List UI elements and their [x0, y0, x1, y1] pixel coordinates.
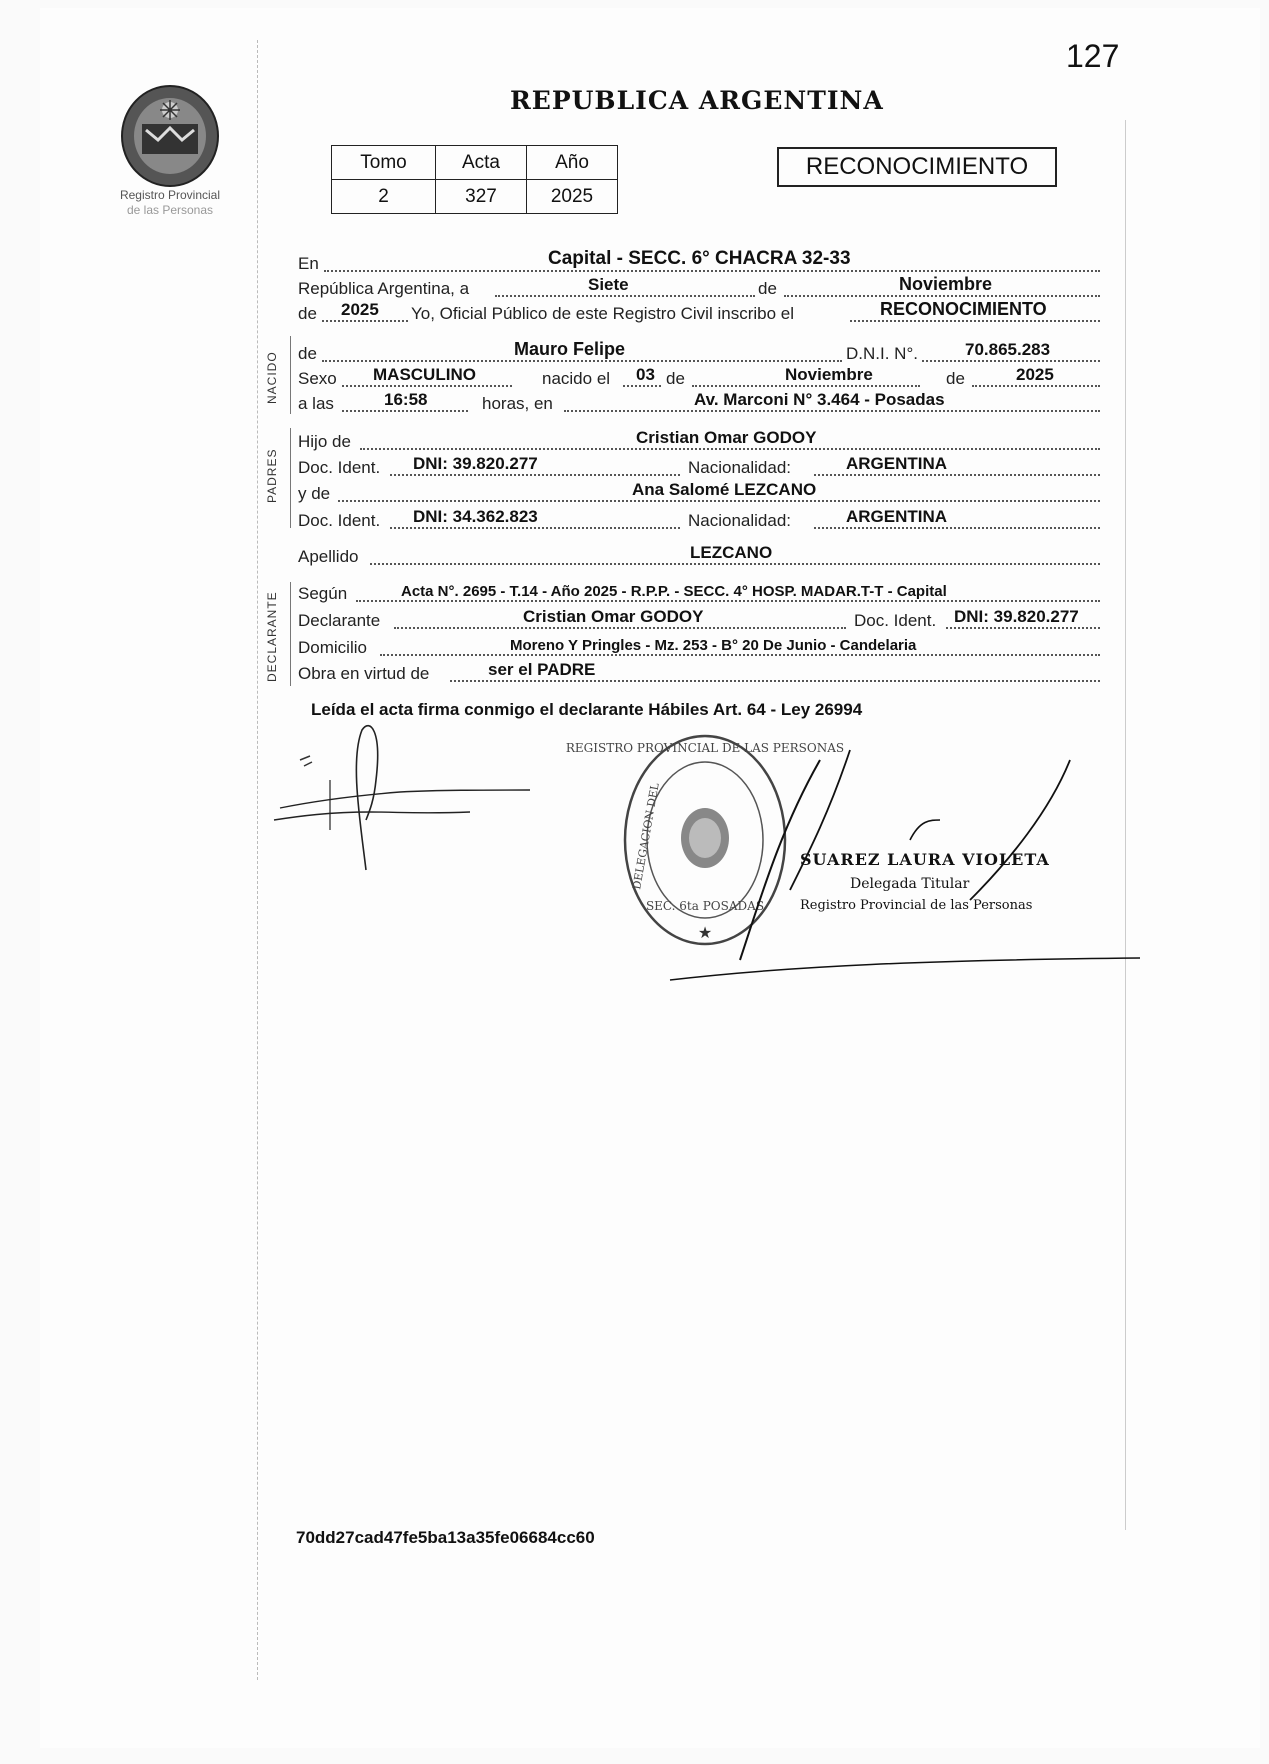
en-label: En	[298, 254, 319, 273]
dotted-line	[946, 627, 1100, 629]
dotted-line	[380, 654, 1100, 656]
dotted-line	[322, 320, 408, 322]
logo-caption-line1: Registro Provincial	[119, 188, 221, 202]
page-number: 127	[1066, 38, 1120, 74]
de-label: de	[298, 344, 317, 363]
child-name-value: Mauro Felipe	[514, 339, 626, 359]
father-doc-value: DNI: 39.820.277	[413, 454, 538, 473]
dotted-line	[394, 627, 846, 629]
official-office: Registro Provincial de las Personas	[800, 898, 1033, 913]
doc-ident-label: Doc. Ident.	[298, 511, 381, 530]
stamp-bottom-text: SEC. 6ta POSADAS	[645, 899, 765, 913]
time-value: 16:58	[384, 390, 428, 409]
dotted-line	[972, 385, 1100, 387]
declarante-doc-value: DNI: 39.820.277	[954, 607, 1079, 626]
dotted-line	[784, 295, 1100, 297]
act-value: RECONOCIMIENTO	[880, 299, 1047, 319]
row-y-de	[298, 482, 1100, 506]
month-value: Noviembre	[899, 274, 993, 294]
registry-table	[331, 145, 618, 214]
stamp-star-icon: ★	[697, 925, 713, 942]
domicilio-label: Domicilio	[298, 638, 367, 657]
declarante-label: Declarante	[298, 611, 381, 630]
registry-table-header-row	[332, 146, 618, 180]
row-oficial	[298, 299, 1100, 326]
row-declarante	[298, 609, 1100, 633]
row-obra	[298, 662, 1100, 686]
a-las-label: a las	[298, 394, 334, 413]
day-value: Siete	[588, 275, 629, 294]
acta-value: 327	[436, 180, 527, 214]
row-hora-lugar	[298, 392, 1100, 416]
dotted-line	[850, 320, 1100, 322]
stamp-left-text: DELEGACION DEL	[630, 781, 662, 891]
oficial-text: Yo, Oficial Público de este Registro Civil inscribo el	[411, 304, 794, 323]
row-nacido-name	[298, 339, 1100, 366]
obra-label: Obra en virtud de	[298, 664, 430, 683]
declarante-value: Cristian Omar GODOY	[523, 607, 704, 626]
dotted-line	[322, 360, 842, 362]
dni-label: D.N.I. N°.	[846, 344, 918, 363]
side-label-padres: PADRES	[265, 448, 279, 503]
y-de-label: y de	[298, 484, 331, 503]
anio-value: 2025	[527, 180, 618, 214]
dotted-line	[338, 500, 1100, 502]
mother-name-value: Ana Salomé LEZCANO	[632, 480, 817, 499]
doc-ident-label: Doc. Ident.	[854, 611, 937, 630]
dotted-line	[356, 600, 1100, 602]
en-value: Capital - SECC. 6° CHACRA 32-33	[548, 248, 851, 269]
page-title: REPUBLICA ARGENTINA	[510, 86, 884, 115]
declarant-signature	[270, 720, 550, 900]
official-role: Delegada Titular	[850, 876, 970, 892]
de-label: de	[298, 304, 317, 323]
tomo-header: Tomo	[332, 146, 436, 180]
acta-header: Acta	[436, 146, 527, 180]
dotted-line	[390, 527, 680, 529]
dotted-line	[495, 295, 755, 297]
official-signature	[670, 740, 1150, 1000]
segun-label: Según	[298, 584, 348, 603]
dotted-line	[450, 680, 1100, 682]
birth-month-value: Noviembre	[785, 365, 873, 384]
section-bar-padres	[290, 428, 291, 528]
registry-table-value-row	[332, 180, 618, 214]
birth-day-value: 03	[636, 365, 655, 384]
dotted-line	[324, 270, 1100, 272]
footer-statement: Leída el acta firma conmigo el declarante Hábiles Art. 64 - Ley 26994	[311, 700, 863, 719]
section-bar-nacido	[290, 336, 291, 414]
horas-en-label: horas, en	[482, 394, 553, 413]
row-apellido	[298, 545, 1100, 569]
side-label-nacido: NACIDO	[265, 351, 279, 404]
obra-value: ser el PADRE	[488, 660, 596, 679]
sexo-label: Sexo	[298, 369, 337, 388]
year-value: 2025	[341, 300, 379, 319]
tomo-value: 2	[332, 180, 436, 214]
row-domicilio	[298, 636, 1100, 660]
dotted-line	[370, 563, 1100, 565]
document-type-box: RECONOCIMIENTO	[777, 147, 1057, 187]
dotted-line	[623, 385, 661, 387]
logo-caption-line2: de las Personas	[126, 203, 214, 217]
mother-nationality-value: ARGENTINA	[846, 507, 948, 526]
domicilio-value: Moreno Y Pringles - Mz. 253 - B° 20 De Junio - Candelaria	[510, 637, 917, 654]
row-mother-doc	[298, 509, 1100, 533]
section-bar-declarante	[290, 582, 291, 686]
row-republica	[298, 274, 1100, 301]
dotted-line	[922, 360, 1100, 362]
mother-doc-value: DNI: 34.362.823	[413, 507, 538, 526]
side-label-declarante: DECLARANTE	[265, 591, 279, 682]
row-hijo-de	[298, 430, 1100, 454]
republica-label: República Argentina, a	[298, 279, 470, 298]
segun-value: Acta N°. 2695 - T.14 - Año 2025 - R.P.P. - SECC. 4° HOSP. MADAR.T-T - Capital	[401, 583, 947, 600]
sexo-value: MASCULINO	[373, 365, 476, 384]
dotted-line	[692, 385, 920, 387]
birth-year-value: 2025	[1016, 365, 1054, 384]
dotted-line	[814, 527, 1100, 529]
child-dni-value: 70.865.283	[965, 340, 1051, 359]
dotted-line	[342, 410, 468, 412]
document-hash: 70dd27cad47fe5ba13a35fe06684cc60	[296, 1528, 595, 1547]
apellido-value: LEZCANO	[690, 543, 773, 562]
dotted-line	[342, 385, 512, 387]
nacido-el-label: nacido el	[542, 369, 611, 388]
dotted-line	[814, 474, 1100, 476]
seal-emblem-icon	[118, 80, 222, 188]
nacionalidad-label: Nacionalidad:	[688, 511, 792, 530]
row-sexo	[298, 367, 1100, 391]
stamp-ring-text: REGISTRO PROVINCIAL DE LAS PERSONAS	[565, 741, 845, 755]
de-label: de	[758, 279, 777, 298]
de-label: de	[666, 369, 685, 388]
dotted-line	[564, 410, 1100, 412]
row-segun	[298, 582, 1100, 606]
father-name-value: Cristian Omar GODOY	[636, 428, 817, 447]
doc-ident-label: Doc. Ident.	[298, 458, 381, 477]
margin-line	[257, 40, 258, 1680]
birth-place-value: Av. Marconi N° 3.464 - Posadas	[694, 390, 945, 409]
anio-header: Año	[527, 146, 618, 180]
apellido-label: Apellido	[298, 547, 359, 566]
row-en	[298, 248, 1100, 276]
father-nationality-value: ARGENTINA	[846, 454, 948, 473]
dotted-line	[360, 448, 1100, 450]
hijo-de-label: Hijo de	[298, 432, 351, 451]
row-father-doc	[298, 456, 1100, 480]
official-name: SUAREZ LAURA VIOLETA	[800, 850, 1050, 869]
dotted-line	[390, 474, 680, 476]
nacionalidad-label: Nacionalidad:	[688, 458, 792, 477]
province-seal-logo	[118, 80, 222, 188]
de-label: de	[946, 369, 965, 388]
